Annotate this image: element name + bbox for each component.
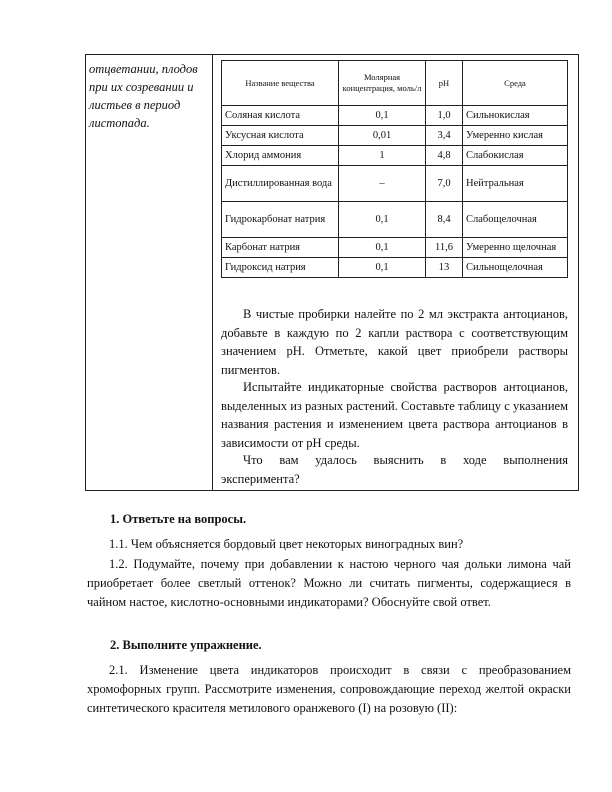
question-1-2 [87, 555, 571, 612]
cell-concentration: 1 [339, 146, 426, 166]
cell-concentration: 0,1 [339, 238, 426, 258]
cell-medium: Сильнощелочная [463, 258, 568, 278]
instruction-paragraph [221, 451, 568, 488]
cell-ph: 8,4 [426, 202, 463, 238]
outer-table-divider [212, 54, 213, 491]
table-row [222, 238, 568, 258]
exercise-text: 2.1. Изменение цвета индикаторов происходит в связи с преобразованием хромофорных групп. Рассмотрите изменения, сопровождающие переход желтой окраски синтетического красителя метилового оранжевого (I) на розовую (II): [87, 663, 571, 715]
cell-medium: Нейтральная [463, 166, 568, 202]
cell-substance: Карбонат натрия [222, 238, 339, 258]
cell-ph: 13 [426, 258, 463, 278]
section-2-title: 2. Выполните упражнение. [110, 638, 262, 652]
left-cell-text: отцветании, плодов при их созревании и листьев в период листопада. [89, 62, 198, 130]
exercise-2-1 [87, 661, 571, 718]
cell-ph: 3,4 [426, 126, 463, 146]
table-row [222, 106, 568, 126]
table-row [222, 166, 568, 202]
cell-ph: 7,0 [426, 166, 463, 202]
ph-table [221, 60, 568, 278]
instruction-paragraph [221, 378, 568, 452]
section-1-title: 1. Ответьте на вопросы. [110, 512, 247, 526]
question-text: 1.2. Подумайте, почему при добавлении к настою черного чая дольки лимона чай приобретает более светлый оттенок? Можно ли считать пигменты, содержащиеся в чайном настое, кислотно-основными индикаторами? Обоснуйте свой ответ. [87, 557, 571, 609]
cell-substance: Хлорид аммония [222, 146, 339, 166]
cell-medium: Слабокислая [463, 146, 568, 166]
cell-substance: Соляная кислота [222, 106, 339, 126]
cell-substance: Гидроксид натрия [222, 258, 339, 278]
cell-medium: Умеренно щелочная [463, 238, 568, 258]
cell-medium: Умеренно кислая [463, 126, 568, 146]
instruction-text: Что вам удалось выяснить в ходе выполнения эксперимента? [221, 453, 568, 486]
cell-concentration: 0,1 [339, 258, 426, 278]
cell-concentration: 0,1 [339, 106, 426, 126]
cell-concentration: 0,1 [339, 202, 426, 238]
cell-concentration: 0,01 [339, 126, 426, 146]
cell-substance: Дистиллированная вода [222, 166, 339, 202]
header-ph: pH [426, 61, 463, 106]
table-row [222, 126, 568, 146]
header-concentration: Молярная концентрация, моль/л [339, 61, 426, 106]
instruction-text: Испытайте индикаторные свойства растворов антоцианов, выделенных из разных растений. Составьте таблицу с указанием названия растения и изменением цвета раствора антоцианов в зависимости от pH среды. [221, 380, 568, 450]
cell-ph: 1,0 [426, 106, 463, 126]
ph-table-header-row [222, 61, 568, 106]
instruction-text: В чистые пробирки налейте по 2 мл экстракта антоцианов, добавьте в каждую по 2 капли раствора с соответствующим значением pH. Отметьте, какой цвет приобрели растворы пигментов. [221, 307, 568, 377]
table-row [222, 146, 568, 166]
question-text: 1.1. Чем объясняется бордовый цвет некоторых виноградных вин? [109, 537, 464, 551]
instruction-paragraph [221, 305, 568, 379]
cell-concentration: – [339, 166, 426, 202]
cell-ph: 4,8 [426, 146, 463, 166]
cell-ph: 11,6 [426, 238, 463, 258]
cell-medium: Слабощелочная [463, 202, 568, 238]
cell-substance: Уксусная кислота [222, 126, 339, 146]
cell-medium: Сильнокислая [463, 106, 568, 126]
table-row [222, 258, 568, 278]
question-1-1 [87, 535, 571, 554]
header-substance: Название вещества [222, 61, 339, 106]
table-row [222, 202, 568, 238]
header-medium: Среда [463, 61, 568, 106]
cell-substance: Гидрокарбонат натрия [222, 202, 339, 238]
